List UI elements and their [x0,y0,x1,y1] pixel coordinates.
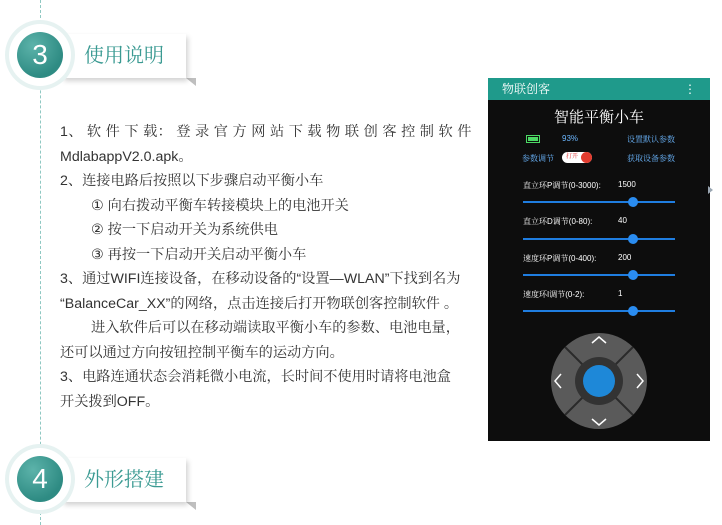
battery-percent: 93% [562,134,579,143]
line-6: ③ 再按一下启动开关启动平衡小车 [91,246,307,263]
param-label-1: 直立环P调节(0-3000): [523,181,601,190]
line-8: “BalanceCar_XX”的网络，点击连接后打开物联创客控制软件 。 [60,295,459,312]
line-11: 3、电路连通状态会消耗微小电流，长时间不使用时请将电池盒 [60,369,451,385]
line-2: MdlabappV2.0.apk。 [60,148,193,165]
param-slider-1[interactable] [523,201,675,203]
get-device-params-button[interactable]: 获取设备参数 [627,154,675,163]
param-slider-2[interactable] [523,238,675,240]
section-4-title-text: 外形搭建 [84,469,164,491]
line-9: 进入软件后可以在移动端读取平衡小车的参数、电池电量， [91,320,460,336]
section-3-tab-tail [186,78,196,86]
param-label-2: 直立环D调节(0-80): [523,217,593,226]
line-4: ① 向右拨动平衡车转接模块上的电池开关 [91,197,349,214]
direction-pad [549,331,649,431]
app-bar [488,78,710,100]
section-3-number: 3 [17,32,63,78]
app-name: 物联创客 [502,82,551,96]
section-4-badge [9,448,71,510]
param-label-3: 速度环P调节(0-400): [523,254,597,263]
line-5: ② 按一下启动开关为系统供电 [91,222,278,238]
instructions-text [60,120,474,414]
line-7: 3、通过WIFI连接设备，在移动设备的“设置—WLAN”下找到名为 [60,271,461,287]
right-edge-arrow-icon [708,186,713,194]
section-3-badge [9,24,71,86]
section-4-tab-tail [186,502,196,510]
set-default-params-button[interactable]: 设置默认参数 [627,135,675,144]
line-10: 还可以通过方向按钮控制平衡车的运动方向。 [60,344,344,361]
phone-app-screenshot [488,78,710,441]
param-value-3: 200 [618,253,632,262]
slider-knob-4[interactable] [628,306,638,316]
toggle-label: 打开 [566,154,579,160]
center-stop-button[interactable] [583,365,615,397]
section-3-title [62,34,186,78]
slider-knob-2[interactable] [628,234,638,244]
line-1: 1、 软 件 下 载： 登 录 官 方 网 站 下 载 物 联 创 客 控 制 软 件 [60,124,472,140]
param-value-2: 40 [618,216,627,225]
slider-knob-3[interactable] [628,270,638,280]
battery-icon [526,135,540,143]
param-slider-3[interactable] [523,274,675,276]
section-3-title-text: 使用说明 [84,45,164,67]
toggle-knob [581,152,592,163]
section-4-title [62,458,186,502]
param-adjust-label: 参数调节 [522,154,554,163]
param-value-1: 1500 [618,180,636,189]
line-3: 2、连接电路后按照以下步骤启动平衡小车 [60,173,324,189]
param-value-4: 1 [618,289,623,298]
param-slider-4[interactable] [523,310,675,312]
slider-knob-1[interactable] [628,197,638,207]
app-title: 智能平衡小车 [553,109,644,126]
param-label-4: 速度环I调节(0-2): [523,290,585,299]
line-12: 开关拨到OFF。 [60,393,160,410]
param-adjust-toggle[interactable] [562,152,592,163]
section-4-number: 4 [17,456,63,502]
overflow-menu-icon[interactable]: ⋮ [684,82,696,96]
